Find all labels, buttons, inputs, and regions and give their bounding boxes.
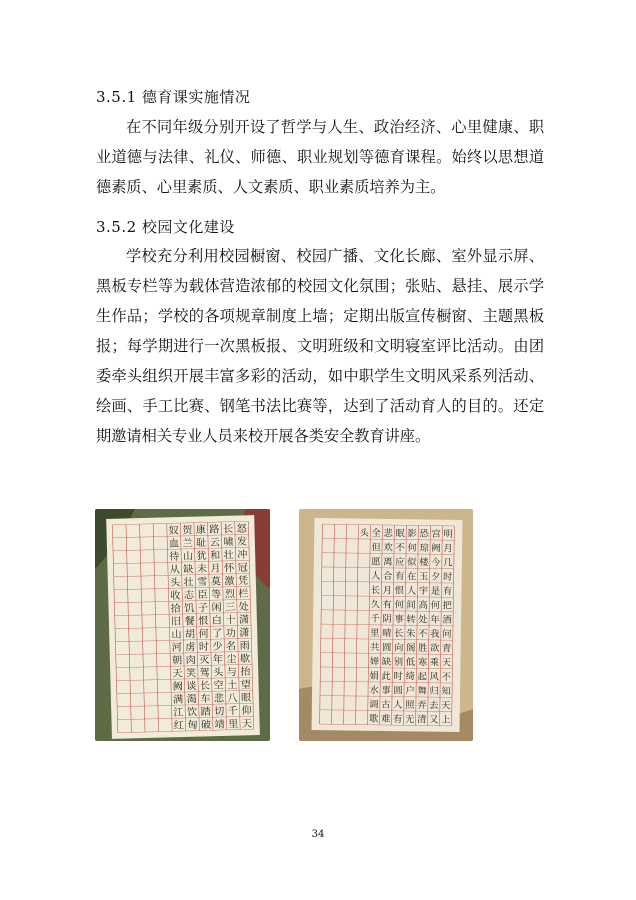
left-calligraphy-character: 旧 — [170, 616, 182, 628]
left-calligraphy-character: 三 — [224, 602, 236, 614]
left-calligraphy-character: 激 — [224, 576, 235, 588]
right-calligraphy-character: 月 — [382, 585, 393, 597]
left-calligraphy-character: 八 — [227, 693, 238, 705]
right-calligraphy-character: 长 — [370, 585, 381, 597]
left-calligraphy-character: 尘 — [226, 654, 237, 666]
left-calligraphy-character: 灭 — [199, 654, 210, 667]
right-calligraphy-character: 悲 — [383, 528, 394, 540]
left-calligraphy-character: 云 — [209, 537, 221, 549]
right-calligraphy-character: 知 — [441, 686, 451, 698]
right-calligraphy-character: 难 — [380, 713, 391, 725]
right-calligraphy-character: 古 — [381, 699, 391, 711]
right-calligraphy-character: 别 — [393, 656, 404, 668]
left-calligraphy-character: 缺 — [183, 564, 194, 576]
left-calligraphy-character: 望 — [240, 679, 252, 692]
right-calligraphy-character: 愿 — [371, 556, 381, 568]
right-calligraphy-character: 高 — [418, 600, 429, 612]
right-calligraphy-character: 青 — [441, 643, 452, 655]
right-calligraphy-character: 宇 — [418, 585, 429, 597]
right-calligraphy-character: 水 — [369, 685, 379, 697]
right-calligraphy-character: 久 — [370, 599, 381, 611]
left-calligraphy-character: 少 — [212, 641, 223, 653]
right-calligraphy-character: 不 — [395, 542, 405, 554]
left-calligraphy-character: 笑 — [185, 668, 197, 680]
page-number: 34 — [311, 829, 325, 840]
left-calligraphy-character: 千 — [227, 706, 239, 718]
left-calligraphy-character: 子 — [197, 602, 209, 615]
right-calligraphy-character: 照 — [405, 699, 415, 711]
left-calligraphy-character: 天 — [241, 718, 253, 730]
right-calligraphy-character: 歌 — [368, 713, 379, 725]
left-calligraphy-character: 路 — [209, 524, 220, 536]
right-calligraphy-character: 在 — [406, 571, 417, 583]
left-calligraphy-character: 虏 — [185, 642, 196, 654]
left-calligraphy-character: 从 — [169, 564, 180, 576]
calligraphy-photo-left — [95, 509, 270, 741]
right-calligraphy-character: 时 — [393, 671, 404, 683]
right-calligraphy-character: 阙 — [431, 543, 441, 555]
right-calligraphy-character: 人 — [393, 699, 403, 711]
right-calligraphy-character: 朱 — [406, 628, 416, 640]
right-calligraphy-character: 问 — [442, 628, 452, 641]
right-calligraphy-character: 影 — [407, 528, 418, 540]
left-calligraphy-character: 匈 — [187, 720, 198, 732]
section-3-5-2-paragraph: 学校充分利用校园橱窗、校园广播、文化长廊、室外显示屏、黑板专栏等为载体营造浓郁的校园文化氛围；张贴、悬挂、展示学生作品；学校的各项规章制度上墙；定期出版宣传橱窗、主题黑板报；每学期进行一次黑板报、文明班级和文明寝室评比活动。由团委牵头组织开展丰富多彩的活动，如中职学生文明风采系列活动、绘画、手工比赛、钢笔书法比赛等，达到了活动育人的目的。还定期邀请相关专业人员来校开展各类安全教育讲座。 — [96, 247, 544, 445]
right-calligraphy-character: 户 — [405, 685, 415, 697]
left-calligraphy-character: 潇 — [238, 614, 250, 627]
left-calligraphy-character: 抬 — [240, 666, 251, 679]
calligraphy-photo-left-image — [95, 509, 270, 741]
left-calligraphy-character: 血 — [168, 538, 180, 550]
left-calligraphy-character: 江 — [173, 707, 184, 719]
right-calligraphy-character: 无 — [404, 714, 415, 726]
right-calligraphy-character: 人 — [370, 570, 381, 582]
right-calligraphy-character: 起 — [417, 671, 428, 683]
left-calligraphy-character: 眼 — [240, 692, 252, 705]
left-calligraphy-character: 胡 — [184, 629, 196, 641]
left-calligraphy-character: 头 — [213, 667, 224, 679]
left-calligraphy-character: 满 — [172, 694, 184, 706]
right-calligraphy-character: 归 — [429, 685, 439, 698]
left-calligraphy-character: 兰 — [182, 538, 193, 550]
left-calligraphy-character: 贺 — [182, 525, 193, 537]
left-calligraphy-character: 歇 — [239, 653, 251, 666]
right-calligraphy-character: 琼 — [419, 542, 429, 555]
right-calligraphy-character: 千 — [370, 613, 380, 625]
right-calligraphy-character: 间 — [406, 599, 417, 611]
left-calligraphy-character: 谈 — [186, 681, 197, 693]
section-3-5-1-heading: 3.5.1 德育课实施情况 — [96, 88, 251, 106]
left-calligraphy-character: 处 — [238, 601, 249, 614]
left-calligraphy-character: 雨 — [239, 640, 250, 653]
left-calligraphy-character: 冲 — [237, 549, 248, 562]
left-calligraphy-character: 怀 — [223, 563, 235, 575]
left-calligraphy-character: 空 — [213, 680, 224, 692]
right-calligraphy-character: 弄 — [417, 700, 427, 712]
right-calligraphy-character: 风 — [429, 671, 440, 683]
left-calligraphy-character: 靖 — [214, 719, 225, 731]
right-calligraphy-character: 缺 — [381, 656, 392, 668]
right-calligraphy-character: 不 — [441, 671, 452, 683]
left-calligraphy-character: 白 — [211, 615, 223, 627]
calligraphy-photo-right — [299, 509, 473, 741]
left-calligraphy-character: 何 — [198, 628, 209, 641]
right-calligraphy-character: 有 — [442, 586, 453, 598]
left-calligraphy-character: 肉 — [185, 655, 196, 667]
left-calligraphy-character: 长 — [222, 524, 234, 536]
left-calligraphy-character: 天 — [172, 668, 183, 680]
left-calligraphy-character: 恨 — [198, 615, 209, 628]
left-calligraphy-character: 仰 — [241, 705, 252, 717]
right-calligraphy-character: 欲 — [429, 643, 440, 655]
left-calligraphy-character: 阙 — [172, 681, 184, 693]
left-calligraphy-character: 等 — [211, 589, 222, 601]
left-calligraphy-character: 河 — [171, 642, 183, 654]
right-calligraphy-character: 晴 — [382, 628, 392, 640]
left-calligraphy-character: 饥 — [184, 603, 195, 615]
right-calligraphy-character: 恨 — [394, 585, 405, 597]
left-calligraphy-character: 渴 — [186, 694, 197, 706]
right-calligraphy-character: 圆 — [393, 685, 403, 697]
right-calligraphy-character: 舞 — [417, 685, 427, 697]
left-calligraphy-character: 和 — [210, 550, 221, 562]
right-calligraphy-character: 今 — [431, 557, 441, 569]
right-calligraphy-character: 年 — [430, 614, 440, 626]
left-calligraphy-character: 臣 — [197, 589, 208, 602]
left-calligraphy-character: 悲 — [213, 693, 225, 705]
left-calligraphy-character: 莫 — [210, 576, 222, 588]
left-calligraphy-character: 土 — [227, 680, 238, 692]
right-calligraphy-character: 恐 — [419, 528, 430, 540]
right-calligraphy-character: 清 — [416, 714, 427, 726]
right-calligraphy-character: 处 — [418, 614, 428, 626]
left-calligraphy-character: 驾 — [199, 667, 210, 680]
left-calligraphy-character: 潇 — [239, 627, 250, 640]
right-calligraphy-character: 合 — [382, 570, 393, 583]
right-calligraphy-character: 上 — [440, 714, 451, 726]
right-calligraphy-character: 有 — [394, 571, 405, 583]
left-calligraphy-character: 怒 — [236, 523, 247, 536]
left-calligraphy-character: 十 — [225, 615, 236, 627]
right-calligraphy-character: 圆 — [381, 642, 392, 654]
right-calligraphy-character: 里 — [370, 627, 380, 640]
left-calligraphy-character: 壮 — [223, 550, 235, 562]
right-calligraphy-character: 胜 — [417, 642, 428, 655]
left-calligraphy-character: 饮 — [186, 707, 198, 719]
left-calligraphy-character: 志 — [183, 590, 195, 602]
left-calligraphy-character: 雪 — [197, 576, 208, 589]
calligraphy-photo-right-image — [299, 509, 473, 741]
right-calligraphy-character: 眠 — [395, 528, 406, 540]
right-calligraphy-character: 酒 — [442, 614, 452, 626]
left-calligraphy-character: 山 — [171, 629, 182, 641]
right-calligraphy-character: 天 — [441, 700, 451, 712]
right-calligraphy-character: 不 — [418, 628, 428, 640]
right-calligraphy-character: 天 — [441, 657, 452, 669]
right-calligraphy-character: 几 — [443, 557, 453, 569]
left-calligraphy-character: 烈 — [224, 589, 236, 601]
right-calligraphy-character: 向 — [393, 642, 404, 654]
right-calligraphy-character: 有 — [382, 599, 393, 611]
left-calligraphy-character: 与 — [226, 667, 238, 679]
left-calligraphy-character: 未 — [196, 563, 208, 576]
right-calligraphy-character: 乘 — [429, 657, 440, 669]
left-calligraphy-character: 头 — [169, 577, 181, 589]
right-calligraphy-character: 有 — [392, 713, 403, 726]
right-calligraphy-character: 玉 — [418, 571, 429, 583]
right-calligraphy-character: 婵 — [369, 656, 380, 668]
right-calligraphy-character: 宫 — [431, 528, 442, 540]
left-calligraphy-character: 时 — [198, 641, 210, 654]
left-calligraphy-character: 切 — [214, 706, 225, 718]
section-3-5-1-paragraph: 在不同年级分别开设了哲学与人生、政治经济、心里健康、职业道德与法律、礼仪、师德、职业规划等德育课程。始终以思想道德素质、心里素质、人文素质、职业素质培养为主。 — [96, 118, 544, 196]
right-calligraphy-character: 何 — [430, 600, 441, 612]
left-calligraphy-character: 拾 — [170, 603, 181, 615]
right-calligraphy-character: 明 — [443, 528, 454, 541]
right-calligraphy-character: 月 — [443, 543, 453, 555]
left-calligraphy-character: 朝 — [171, 655, 183, 667]
left-calligraphy-character: 栏 — [238, 588, 249, 601]
right-calligraphy-character: 离 — [383, 556, 393, 568]
left-calligraphy-character: 犹 — [196, 550, 207, 563]
left-calligraphy-character: 破 — [200, 719, 212, 732]
left-calligraphy-character: 年 — [212, 654, 224, 666]
left-calligraphy-character: 红 — [173, 720, 185, 732]
right-calligraphy-character: 共 — [369, 642, 380, 654]
right-calligraphy-character: 娟 — [369, 670, 380, 682]
right-calligraphy-character: 头 — [359, 527, 370, 539]
left-calligraphy-character: 名 — [225, 641, 237, 653]
left-calligraphy-character: 长 — [199, 680, 211, 693]
left-calligraphy-character: 冠 — [237, 562, 248, 575]
left-calligraphy-character: 餐 — [184, 616, 195, 628]
right-calligraphy-character: 绮 — [405, 671, 416, 683]
right-calligraphy-character: 应 — [395, 556, 405, 568]
left-calligraphy-character: 山 — [182, 551, 194, 563]
right-calligraphy-character: 此 — [381, 670, 392, 683]
right-calligraphy-character: 欢 — [383, 542, 393, 554]
right-calligraphy-character: 全 — [371, 527, 382, 540]
left-calligraphy-character: 凭 — [237, 575, 249, 588]
left-calligraphy-character: 奴 — [168, 525, 179, 537]
right-calligraphy-character: 又 — [428, 714, 439, 726]
right-calligraphy-character: 把 — [442, 600, 453, 612]
left-calligraphy-character: 啸 — [223, 537, 234, 549]
right-calligraphy-character: 是 — [430, 585, 441, 598]
right-calligraphy-character: 人 — [406, 585, 417, 597]
left-calligraphy-character: 发 — [236, 536, 248, 549]
left-calligraphy-character: 待 — [169, 551, 180, 563]
right-calligraphy-character: 长 — [394, 628, 404, 640]
left-calligraphy-character: 功 — [225, 628, 237, 640]
left-calligraphy-character: 壮 — [183, 577, 194, 589]
right-calligraphy-character: 但 — [371, 542, 381, 554]
right-calligraphy-character: 何 — [407, 542, 417, 554]
right-calligraphy-character: 事 — [381, 685, 391, 697]
left-calligraphy-character: 康 — [195, 524, 207, 537]
right-calligraphy-character: 去 — [429, 700, 439, 712]
left-calligraphy-character: 闲 — [211, 602, 222, 614]
right-calligraphy-character: 似 — [407, 557, 417, 569]
right-calligraphy-character: 转 — [406, 614, 416, 626]
right-calligraphy-character: 何 — [394, 599, 405, 611]
section-3-5-2-heading: 3.5.2 校园文化建设 — [96, 218, 235, 236]
left-calligraphy-character: 耻 — [196, 537, 207, 550]
right-calligraphy-character: 低 — [405, 656, 416, 669]
right-calligraphy-character: 我 — [430, 628, 440, 640]
right-calligraphy-character: 寒 — [417, 657, 428, 669]
left-calligraphy-character: 里 — [228, 719, 239, 731]
left-calligraphy-character: 车 — [200, 693, 211, 706]
left-calligraphy-character: 收 — [170, 590, 181, 602]
left-calligraphy-character: 月 — [210, 563, 221, 575]
left-calligraphy-character: 了 — [212, 628, 223, 640]
right-calligraphy-character: 调 — [369, 699, 379, 711]
right-calligraphy-character: 阁 — [405, 642, 416, 654]
right-calligraphy-character: 事 — [394, 613, 404, 626]
right-calligraphy-character: 时 — [442, 571, 453, 583]
left-calligraphy-character: 踏 — [200, 706, 211, 719]
right-calligraphy-character: 楼 — [419, 557, 429, 569]
right-calligraphy-character: 阴 — [382, 613, 392, 625]
right-calligraphy-character: 夕 — [430, 571, 441, 583]
